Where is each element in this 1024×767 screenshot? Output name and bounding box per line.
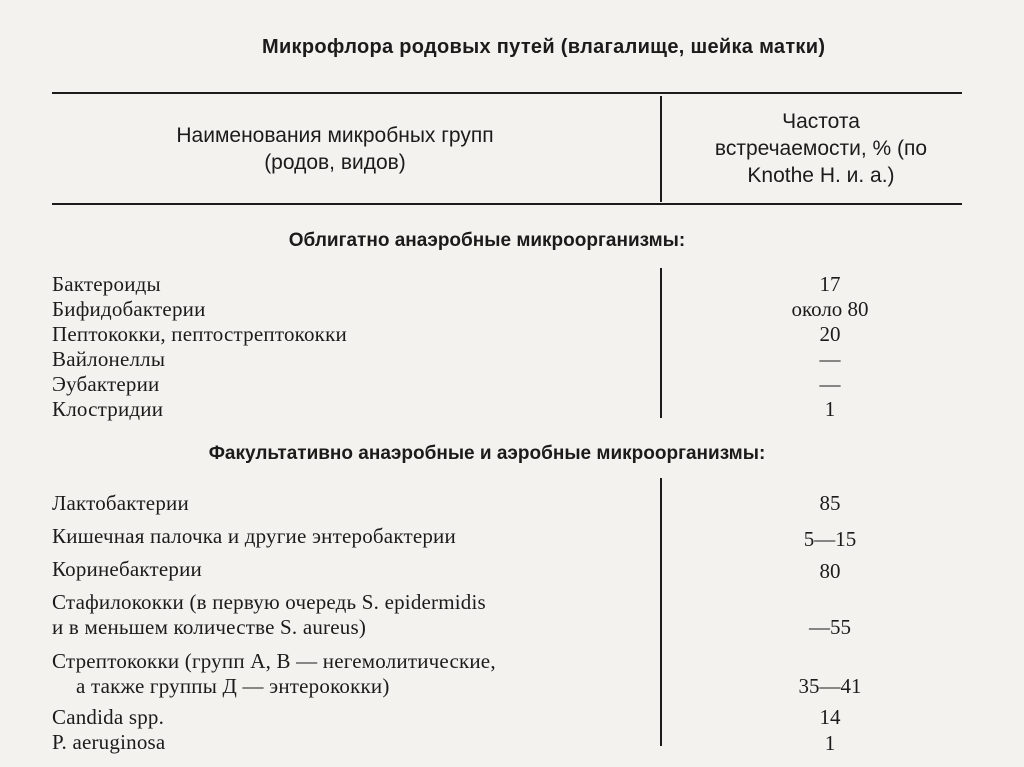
table-row-value: 35—41	[798, 674, 862, 698]
table-row-name: Candida spp.	[52, 705, 165, 729]
table-row-name: P. aeruginosa	[52, 730, 166, 754]
table-top-rule	[52, 92, 962, 94]
section-title-facultative: Факультативно анаэробные и аэробные микроорганизмы:	[208, 443, 766, 464]
table-row-value: 1	[824, 397, 836, 421]
table-row-name: Стафилококки (в первую очередь S. epidermidis	[52, 590, 486, 614]
table-row-name: Бифидобактерии	[52, 297, 206, 321]
column-header-frequency-line3: Knothe H. и. а.)	[747, 164, 895, 187]
section-title-obligate: Облигатно анаэробные микроорганизмы:	[288, 230, 686, 251]
table-row-name: Пептококки, пептострептококки	[52, 322, 347, 346]
table-row-name: Стрептококки (групп A, B — негемолитические,	[52, 649, 496, 673]
table-row-name-cont: а также группы Д — энтерококки)	[76, 674, 390, 698]
column-header-frequency-line2: встречаемости, % (по	[714, 137, 928, 160]
table-row-name: Вайлонеллы	[52, 347, 166, 371]
column-divider-section1	[660, 268, 662, 418]
header-column-divider	[660, 96, 662, 202]
page-title: Микрофлора родовых путей (влагалище, шейка матки)	[262, 36, 826, 58]
table-row-value: 14	[819, 705, 841, 729]
table-row-value: 5—15	[803, 527, 857, 551]
table-row-name-cont: и в меньшем количестве S. aureus)	[52, 615, 367, 639]
column-header-groups	[130, 122, 540, 176]
column-divider-section2	[660, 478, 662, 746]
table-row-name: Коринебактерии	[52, 557, 202, 581]
column-header-groups-line2: (родов, видов)	[264, 151, 406, 174]
table-row-name: Клостридии	[52, 397, 164, 421]
table-row-value: 17	[819, 272, 841, 296]
table-row-value: —	[819, 372, 841, 396]
table-row-name: Лактобактерии	[52, 491, 189, 515]
table-row-value: около 80	[791, 297, 869, 321]
table-row-value: 20	[819, 322, 841, 346]
table-row-name: Бактероиды	[52, 272, 161, 296]
column-header-frequency-line1: Частота	[782, 110, 860, 133]
table-row-value: 80	[819, 559, 841, 583]
table-row-value: —	[819, 347, 841, 371]
table-row-value: 1	[824, 731, 836, 755]
column-header-groups-line1: Наименования микробных групп	[176, 124, 494, 147]
table-row-name: Эубактерии	[52, 372, 160, 396]
column-header-frequency	[676, 108, 966, 189]
table-row-value: —55	[809, 615, 851, 639]
table-row-value: 85	[819, 491, 841, 515]
table-row-name: Кишечная палочка и другие энтеробактерии	[52, 524, 456, 548]
header-bottom-rule	[52, 203, 962, 205]
